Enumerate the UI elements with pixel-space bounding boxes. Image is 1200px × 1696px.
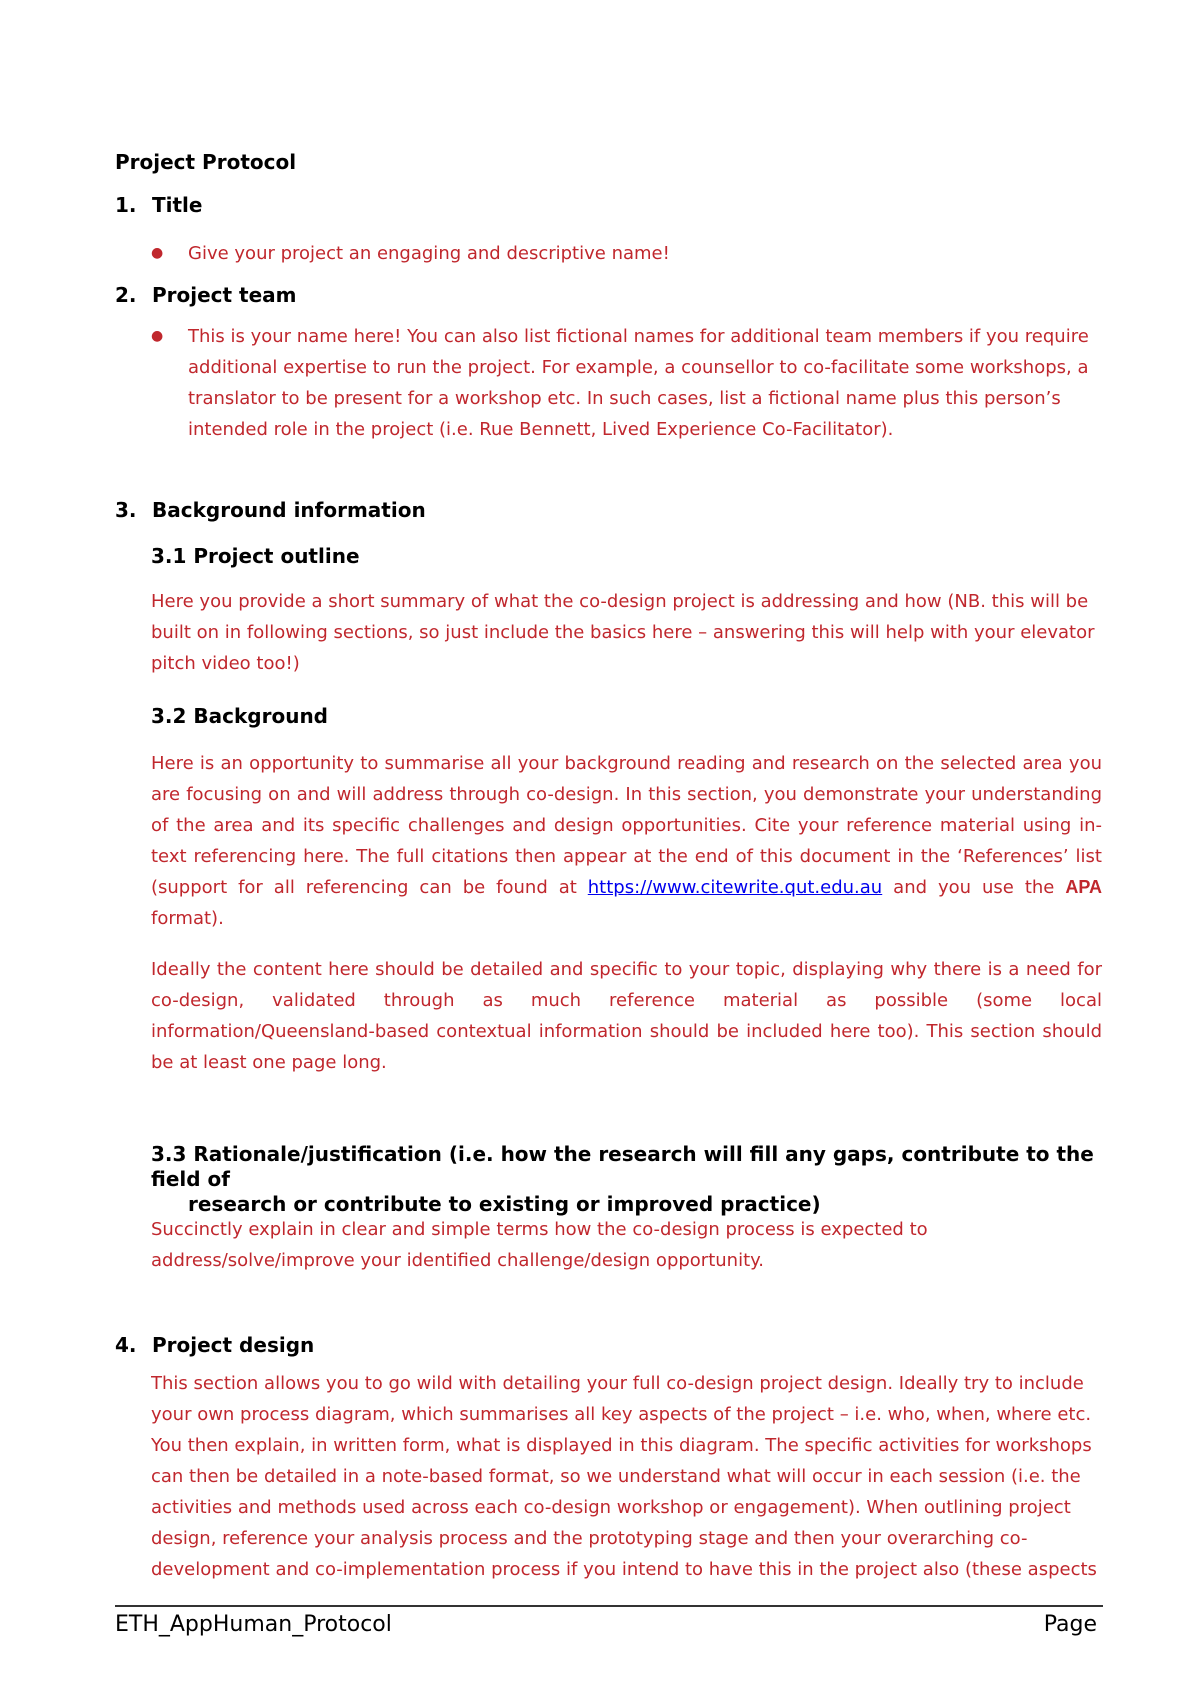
subsection-3-2-text bbox=[151, 748, 1102, 934]
section-2-bullet bbox=[151, 321, 1102, 445]
subsection-3-3-text: Succinctly explain in clear and simple terms how the co-design process is expected to address/solve/improve your identified challenge/design opportunity. bbox=[151, 1219, 928, 1271]
section-4-heading bbox=[115, 1333, 314, 1357]
paragraph-text: Here is an opportunity to summarise all your background reading and research on the selected area you are focusing on and will address through co-design. In this section, you demonstrate your understanding of the area and its specific challenges and design opportunities. Cite your reference material using in-text referencing here. The full citations then appear at the end of this document in the ‘References’ list (support for all referencing can be found at bbox=[151, 753, 1102, 898]
apa-label: APA bbox=[1065, 877, 1102, 897]
section-title: Project design bbox=[152, 1333, 315, 1357]
citewrite-link[interactable]: https://www.citewrite.qut.edu.au bbox=[587, 877, 883, 898]
bullet-text: This is your name here! You can also list fictional names for additional team members if you require additional expertise to run the project. For example, a counsellor to co-facilitate some workshops, a translator to be present for a workshop etc. In such cases, list a fictional name plus this person’s intended role in the project (i.e. Rue Bennett, Lived Experience Co-Facilitator). bbox=[188, 326, 1089, 440]
subsection-3-2-text-2: Ideally the content here should be detailed and specific to your topic, displaying why there is a need for co-design, validated through as much reference material as possible (some local information/Queensland-based contextual information should be included here too). This section should be at least one page long. bbox=[151, 959, 1102, 1073]
section-number: 4. bbox=[115, 1333, 137, 1357]
subsection-3-1-text: Here you provide a short summary of what the co-design project is addressing and how (NB. this will be built on in following sections, so just include the basics here – answering this will help with your elevator pitch video too!) bbox=[151, 591, 1095, 674]
section-3-heading bbox=[115, 498, 426, 522]
subsection-3-3-heading bbox=[151, 1142, 1102, 1217]
paragraph-text: and you use the bbox=[882, 877, 1066, 898]
section-4-text: This section allows you to go wild with detailing your full co-design project design. Ideally try to include your own process diagram, which summarises all key aspects of the project – i.e. who, when, where etc. You then explain, in written form, what is displayed in this diagram. The specific activities for workshops can then be detailed in a note-based format, so we understand what will occur in each session (i.e. the activities and methods used across each co-design workshop or engagement). When outlining project design, reference your analysis process and the prototyping stage and then your overarching co-development and co-implementation process if you intend to have this in the project also (these aspects bbox=[151, 1373, 1097, 1580]
section-title: Background information bbox=[152, 498, 426, 522]
subsection-3-2-heading: 3.2 Background bbox=[151, 704, 329, 728]
section-2-heading bbox=[115, 283, 297, 307]
section-1-bullet bbox=[151, 238, 1102, 269]
paragraph-text: format). bbox=[151, 908, 224, 929]
footer-divider bbox=[115, 1605, 1103, 1607]
section-title: Title bbox=[152, 193, 203, 217]
section-number: 1. bbox=[115, 193, 137, 217]
subsection-3-1-heading: 3.1 Project outline bbox=[151, 544, 360, 568]
bullet-text: Give your project an engaging and descriptive name! bbox=[188, 243, 670, 264]
bullet-icon: ● bbox=[151, 245, 164, 261]
footer-page-label: Page bbox=[1043, 1612, 1097, 1637]
section-1-heading bbox=[115, 193, 202, 217]
document-title: Project Protocol bbox=[115, 150, 297, 174]
heading-line: 3.3 Rationale/justification (i.e. how the research will fill any gaps, contribute to the field of bbox=[151, 1142, 1094, 1191]
heading-line: research or contribute to existing or improved practice) bbox=[188, 1192, 821, 1216]
footer-document-name: ETH_AppHuman_Protocol bbox=[115, 1612, 392, 1637]
section-number: 2. bbox=[115, 283, 137, 307]
section-title: Project team bbox=[152, 283, 297, 307]
section-number: 3. bbox=[115, 498, 137, 522]
bullet-icon: ● bbox=[151, 328, 164, 344]
